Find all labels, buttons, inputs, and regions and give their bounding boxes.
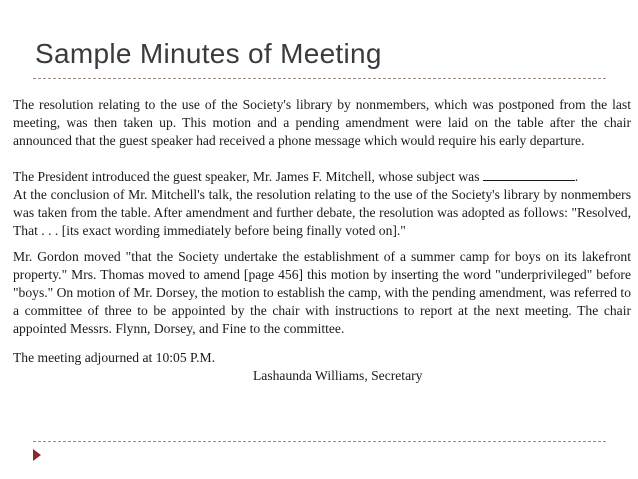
minutes-paragraph-2-intro: The President introduced the guest speaker, Mr. James F. Mitchell, whose subject was . <box>13 169 579 184</box>
triangle-right-icon[interactable] <box>33 449 41 461</box>
minutes-paragraph-3: Mr. Gordon moved "that the Society undertake the establishment of a summer camp for boys on its lakefront property." Mrs. Thomas moved to amend [page 456] this motion by inserting the word "underprivileged" before "boys." On motion of Mr. Dorsey, the motion to establish the camp, with the pending amendment, was referred to a committee of three to be appointed by the chair with instructions to report at the next meeting. The chair appointed Messrs. Flynn, Dorsey, and Fine to the committee. <box>13 249 631 336</box>
minutes-paragraph-2-intro-text: The President introduced the guest speaker, Mr. James F. Mitchell, whose subject was <box>13 169 480 184</box>
slide-title: Sample Minutes of Meeting <box>35 38 382 69</box>
footer-divider <box>33 441 606 442</box>
subject-blank <box>483 168 575 181</box>
secretary-signature: Lashaunda Williams, Secretary <box>253 368 423 383</box>
minutes-paragraph-1: The resolution relating to the use of the Society's library by nonmembers, which was postponed from the last meeting, was then taken up. This motion and a pending amendment were laid on the table after the chair announced that the guest speaker had received a phone message which would require his early departure. <box>13 97 631 148</box>
minutes-paragraph-2: At the conclusion of Mr. Mitchell's talk, the resolution relating to the use of the Society's library by nonmembers was taken from the table. After amendment and further debate, the resolution was adopted as follows: "Resolved, That . . . [its exact wording immediately before being finally voted on]." <box>13 187 631 238</box>
minutes-adjournment: The meeting adjourned at 10:05 P.M. <box>13 350 215 365</box>
minutes-body <box>13 96 631 385</box>
title-divider <box>33 78 606 79</box>
